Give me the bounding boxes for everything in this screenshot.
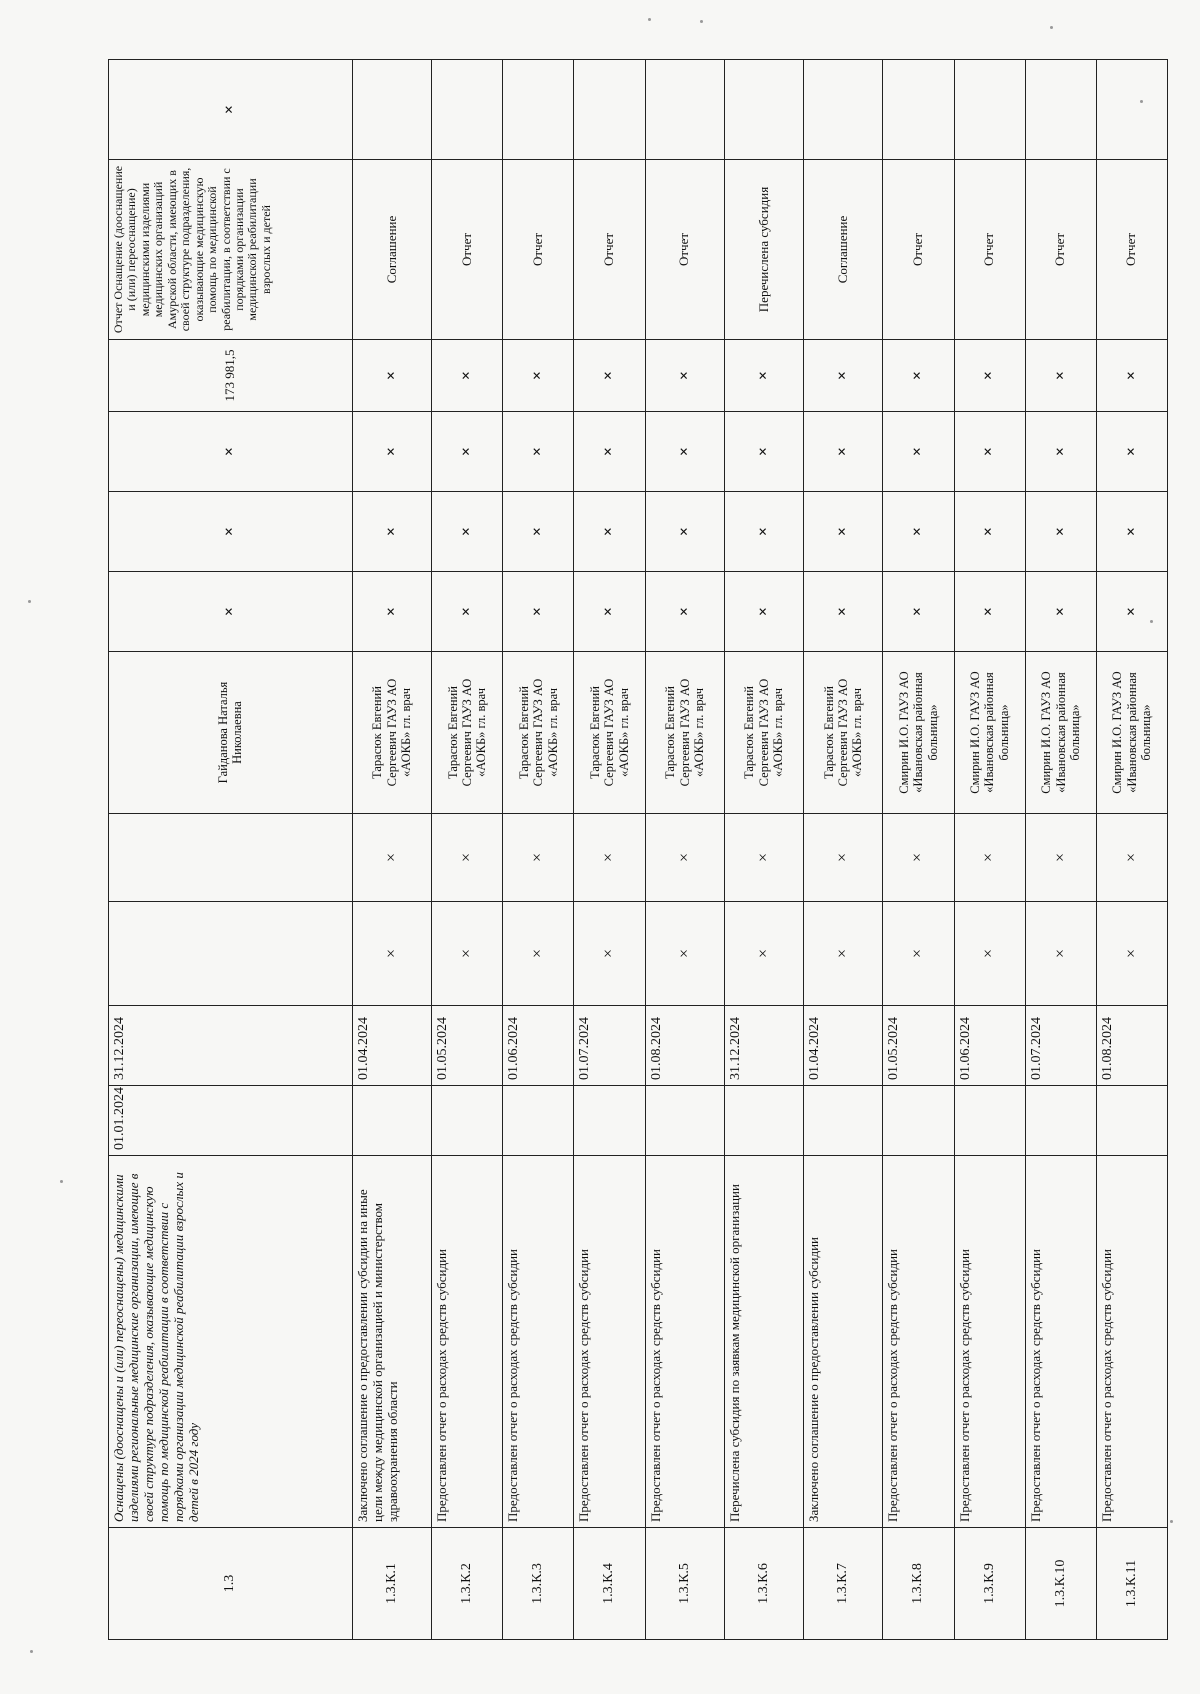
empty-cell bbox=[724, 1086, 803, 1156]
row-code: 1.3.К.9 bbox=[954, 1528, 1025, 1640]
x-mark: × bbox=[883, 572, 954, 652]
empty-cell bbox=[352, 60, 431, 160]
report-document: Отчет Оснащение (дооснащение и (или) переоснащение) медицинскими изделиями медицинских организаций Амурской области, имеющих в своей структуре подразделения, оказывающие медицинскую помощь по медицинской реабилитации, в соответствии с порядками организации медицинской реабилитации взрослых и детей bbox=[109, 160, 353, 340]
empty-cell bbox=[1025, 1086, 1096, 1156]
responsible: Тарасюк Евгений Сергеевич ГАУЗ АО «АОКБ» гл. врач bbox=[503, 652, 574, 814]
x-mark: × bbox=[954, 902, 1025, 1006]
x-mark: × bbox=[724, 492, 803, 572]
x-mark: × bbox=[503, 814, 574, 902]
x-mark: × bbox=[503, 340, 574, 412]
x-mark: × bbox=[804, 814, 883, 902]
x-mark: × bbox=[432, 902, 503, 1006]
x-mark: × bbox=[352, 572, 431, 652]
table-row bbox=[503, 60, 574, 1640]
start-date: 01.01.2024 bbox=[109, 1086, 353, 1156]
table-row bbox=[432, 60, 503, 1640]
row-code: 1.3.К.10 bbox=[1025, 1528, 1096, 1640]
empty-cell bbox=[883, 1086, 954, 1156]
x-mark: × bbox=[574, 572, 645, 652]
x-mark: × bbox=[883, 814, 954, 902]
x-mark: × bbox=[503, 412, 574, 492]
document: Соглашение bbox=[352, 160, 431, 340]
row-name: Предоставлен отчет о расходах средств субсидии bbox=[1096, 1156, 1167, 1528]
x-mark: × bbox=[804, 340, 883, 412]
x-mark: × bbox=[574, 412, 645, 492]
x-mark: × bbox=[352, 412, 431, 492]
x-mark: × bbox=[432, 340, 503, 412]
responsible: Тарасюк Евгений Сергеевич ГАУЗ АО «АОКБ» гл. врач bbox=[352, 652, 431, 814]
document: Отчет bbox=[954, 160, 1025, 340]
responsible: Тарасюк Евгений Сергеевич ГАУЗ АО «АОКБ» гл. врач bbox=[804, 652, 883, 814]
info-system: × bbox=[109, 60, 353, 160]
x-mark: × bbox=[503, 572, 574, 652]
end-date: 01.07.2024 bbox=[1025, 1006, 1096, 1086]
empty-cell bbox=[1025, 60, 1096, 160]
end-date: 01.06.2024 bbox=[503, 1006, 574, 1086]
x-mark: × bbox=[1025, 340, 1096, 412]
responsible: Смирин И.О. ГАУЗ АО «Ивановская районная больница» bbox=[1025, 652, 1096, 814]
table-row bbox=[574, 60, 645, 1640]
empty-cell bbox=[574, 1086, 645, 1156]
end-date: 01.04.2024 bbox=[352, 1006, 431, 1086]
end-date: 01.06.2024 bbox=[954, 1006, 1025, 1086]
x-mark: × bbox=[1096, 412, 1167, 492]
x-mark: × bbox=[109, 412, 353, 492]
empty-cell bbox=[503, 60, 574, 160]
row-code: 1.3.К.4 bbox=[574, 1528, 645, 1640]
table-row bbox=[352, 60, 431, 1640]
responsible: Смирин И.О. ГАУЗ АО «Ивановская районная больница» bbox=[883, 652, 954, 814]
x-mark: × bbox=[432, 814, 503, 902]
x-mark: × bbox=[883, 412, 954, 492]
row-code: 1.3.К.6 bbox=[724, 1528, 803, 1640]
empty-cell bbox=[574, 60, 645, 160]
empty-cell bbox=[954, 1086, 1025, 1156]
x-mark: × bbox=[352, 902, 431, 1006]
table-row bbox=[1096, 60, 1167, 1640]
row-code: 1.3.К.3 bbox=[503, 1528, 574, 1640]
empty-cell bbox=[724, 60, 803, 160]
document: Отчет bbox=[1096, 160, 1167, 340]
row-name: Перечислена субсидия по заявкам медицинской организации bbox=[724, 1156, 803, 1528]
table-row bbox=[804, 60, 883, 1640]
x-mark: × bbox=[724, 902, 803, 1006]
x-mark: × bbox=[883, 340, 954, 412]
row-name: Предоставлен отчет о расходах средств субсидии bbox=[574, 1156, 645, 1528]
document: Отчет bbox=[432, 160, 503, 340]
row-code: 1.3.К.7 bbox=[804, 1528, 883, 1640]
amount-value: 173 981,5 bbox=[109, 340, 353, 412]
table-row bbox=[883, 60, 954, 1640]
empty-cell bbox=[1096, 1086, 1167, 1156]
document: Перечислена субсидия bbox=[724, 160, 803, 340]
x-mark: × bbox=[724, 572, 803, 652]
empty-cell bbox=[954, 60, 1025, 160]
row-name: Предоставлен отчет о расходах средств субсидии bbox=[645, 1156, 724, 1528]
x-mark: × bbox=[645, 902, 724, 1006]
table-row-main bbox=[109, 60, 353, 1640]
responsible: Тарасюк Евгений Сергеевич ГАУЗ АО «АОКБ» гл. врач bbox=[432, 652, 503, 814]
document: Соглашение bbox=[804, 160, 883, 340]
table-row bbox=[1025, 60, 1096, 1640]
row-code: 1.3.К.11 bbox=[1096, 1528, 1167, 1640]
end-date: 01.05.2024 bbox=[883, 1006, 954, 1086]
x-mark: × bbox=[432, 412, 503, 492]
empty-cell bbox=[432, 1086, 503, 1156]
end-date: 01.04.2024 bbox=[804, 1006, 883, 1086]
scanned-table bbox=[108, 60, 1168, 1640]
empty-cell bbox=[1096, 60, 1167, 160]
x-mark: × bbox=[503, 902, 574, 1006]
x-mark: × bbox=[1025, 492, 1096, 572]
row-code: 1.3.К.8 bbox=[883, 1528, 954, 1640]
end-date: 31.12.2024 bbox=[724, 1006, 803, 1086]
responsible: Тарасюк Евгений Сергеевич ГАУЗ АО «АОКБ» гл. врач bbox=[645, 652, 724, 814]
row-name: Предоставлен отчет о расходах средств субсидии bbox=[954, 1156, 1025, 1528]
x-mark: × bbox=[432, 572, 503, 652]
responsible: Смирин И.О. ГАУЗ АО «Ивановская районная больница» bbox=[1096, 652, 1167, 814]
x-mark: × bbox=[1096, 572, 1167, 652]
empty-cell bbox=[109, 814, 353, 902]
row-name: Оснащены (дооснащены и (или) переоснащены) медицинскими изделиями региональные медицинские организации, имеющие в своей структуре подразделения, оказывающие медицинскую помощь по медицинской реабилитации в соответствии с порядками организации медицинской реабилитации взрослых и детей в 2024 году bbox=[109, 1156, 353, 1528]
x-mark: × bbox=[1025, 902, 1096, 1006]
x-mark: × bbox=[352, 492, 431, 572]
x-mark: × bbox=[432, 492, 503, 572]
responsible: Смирин И.О. ГАУЗ АО «Ивановская районная больница» bbox=[954, 652, 1025, 814]
document: Отчет bbox=[645, 160, 724, 340]
x-mark: × bbox=[724, 412, 803, 492]
x-mark: × bbox=[1025, 412, 1096, 492]
x-mark: × bbox=[574, 814, 645, 902]
row-name: Заключено соглашение о предоставлении субсидии на иные цели между медицинской организацией и министерством здравоохранения области bbox=[352, 1156, 431, 1528]
x-mark: × bbox=[352, 814, 431, 902]
empty-cell bbox=[352, 1086, 431, 1156]
x-mark: × bbox=[954, 814, 1025, 902]
document: Отчет bbox=[574, 160, 645, 340]
empty-cell bbox=[645, 1086, 724, 1156]
table-row bbox=[724, 60, 803, 1640]
x-mark: × bbox=[645, 340, 724, 412]
empty-cell bbox=[883, 60, 954, 160]
x-mark: × bbox=[883, 492, 954, 572]
x-mark: × bbox=[109, 492, 353, 572]
end-date: 31.12.2024 bbox=[109, 1006, 353, 1086]
row-code: 1.3.К.2 bbox=[432, 1528, 503, 1640]
document: Отчет bbox=[503, 160, 574, 340]
x-mark: × bbox=[1025, 572, 1096, 652]
x-mark: × bbox=[804, 572, 883, 652]
x-mark: × bbox=[724, 340, 803, 412]
x-mark: × bbox=[804, 412, 883, 492]
plan-table bbox=[108, 59, 1168, 1640]
end-date: 01.08.2024 bbox=[1096, 1006, 1167, 1086]
row-name: Предоставлен отчет о расходах средств субсидии bbox=[1025, 1156, 1096, 1528]
row-code: 1.3.К.1 bbox=[352, 1528, 431, 1640]
row-name: Предоставлен отчет о расходах средств субсидии bbox=[503, 1156, 574, 1528]
x-mark: × bbox=[503, 492, 574, 572]
x-mark: × bbox=[352, 340, 431, 412]
x-mark: × bbox=[574, 902, 645, 1006]
x-mark: × bbox=[645, 412, 724, 492]
end-date: 01.07.2024 bbox=[574, 1006, 645, 1086]
row-code: 1.3.К.5 bbox=[645, 1528, 724, 1640]
x-mark: × bbox=[645, 814, 724, 902]
x-mark: × bbox=[645, 492, 724, 572]
row-name: Предоставлен отчет о расходах средств субсидии bbox=[432, 1156, 503, 1528]
empty-cell bbox=[804, 1086, 883, 1156]
x-mark: × bbox=[1025, 814, 1096, 902]
responsible: Гайданова Наталья Николаевна bbox=[109, 652, 353, 814]
empty-cell bbox=[503, 1086, 574, 1156]
table-row bbox=[645, 60, 724, 1640]
x-mark: × bbox=[109, 572, 353, 652]
table-row bbox=[954, 60, 1025, 1640]
x-mark: × bbox=[883, 902, 954, 1006]
x-mark: × bbox=[645, 572, 724, 652]
x-mark: × bbox=[954, 572, 1025, 652]
responsible: Тарасюк Евгений Сергеевич ГАУЗ АО «АОКБ» гл. врач bbox=[574, 652, 645, 814]
x-mark: × bbox=[804, 902, 883, 1006]
end-date: 01.05.2024 bbox=[432, 1006, 503, 1086]
x-mark: × bbox=[1096, 340, 1167, 412]
empty-cell bbox=[109, 902, 353, 1006]
x-mark: × bbox=[954, 412, 1025, 492]
empty-cell bbox=[804, 60, 883, 160]
x-mark: × bbox=[804, 492, 883, 572]
empty-cell bbox=[645, 60, 724, 160]
document: Отчет bbox=[1025, 160, 1096, 340]
x-mark: × bbox=[1096, 492, 1167, 572]
row-name: Предоставлен отчет о расходах средств субсидии bbox=[883, 1156, 954, 1528]
x-mark: × bbox=[954, 492, 1025, 572]
document: Отчет bbox=[883, 160, 954, 340]
responsible: Тарасюк Евгений Сергеевич ГАУЗ АО «АОКБ» гл. врач bbox=[724, 652, 803, 814]
x-mark: × bbox=[574, 492, 645, 572]
end-date: 01.08.2024 bbox=[645, 1006, 724, 1086]
x-mark: × bbox=[724, 814, 803, 902]
x-mark: × bbox=[1096, 902, 1167, 1006]
row-name: Заключено соглашение о предоставлении субсидии bbox=[804, 1156, 883, 1528]
row-code: 1.3 bbox=[109, 1528, 353, 1640]
empty-cell bbox=[432, 60, 503, 160]
x-mark: × bbox=[574, 340, 645, 412]
x-mark: × bbox=[1096, 814, 1167, 902]
x-mark: × bbox=[954, 340, 1025, 412]
